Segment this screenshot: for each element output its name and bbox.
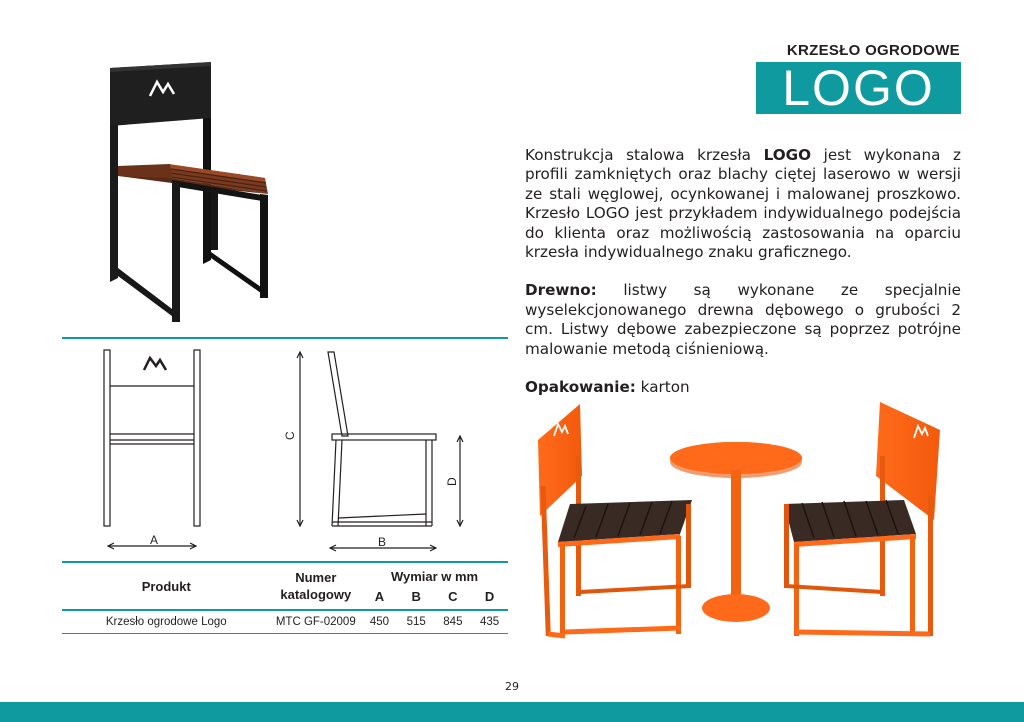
header-dim-a: A <box>374 589 385 604</box>
header-dim-c: C <box>448 589 458 604</box>
orange-chair-right <box>784 402 940 636</box>
chair-front-drawing <box>104 350 200 549</box>
orange-set-photo <box>530 396 960 642</box>
cell-catalog: MTC GF-02009 <box>275 616 356 628</box>
chair-technical-drawing <box>62 340 508 562</box>
cell-a: 450 <box>369 616 390 628</box>
header-dimensions: Wymiar w mm <box>390 569 479 584</box>
orange-chair-left <box>538 404 692 636</box>
cell-c: 845 <box>443 616 463 628</box>
packaging-text: karton <box>635 378 690 397</box>
wood-label: Drewno: <box>525 281 597 300</box>
header-dim-b: B <box>411 589 421 604</box>
packaging-label: Opakowanie: <box>525 378 636 397</box>
divider-top <box>62 337 508 339</box>
product-name-bold: LOGO <box>763 146 812 164</box>
page-number: 29 <box>505 680 519 693</box>
header-product: Produkt <box>141 579 191 594</box>
spec-table <box>62 562 508 634</box>
description-paragraph-packaging <box>525 378 961 397</box>
cell-b: 515 <box>406 616 426 628</box>
dimension-label-d: D <box>445 477 459 486</box>
chair-photo-black <box>100 60 310 325</box>
header-catalog: Numer katalogowy <box>280 569 352 602</box>
product-description <box>525 146 961 416</box>
dimension-label-a: A <box>150 533 159 547</box>
description-paragraph-wood <box>525 281 961 359</box>
cell-product: Krzesło ogrodowe Logo <box>105 616 227 628</box>
logo-banner <box>756 62 961 114</box>
chair-side-drawing <box>297 352 463 551</box>
logo-banner-text: LOGO <box>782 60 935 116</box>
table-row <box>62 610 508 634</box>
description-paragraph-construction: Konstrukcja stalowa krzesła LOGO jest wykonana z profili zamkniętych oraz blachy ciętej laserowo w wersji ze stali węglowej, ocynkowanej i malowanej proszkowo. Krzesło LOGO jest przykładem indywidualnego podejścia do klienta oraz możliwością zastosowania na oparciu krzesła indywidualnego znaku graficznego. <box>525 146 961 262</box>
cell-d: 435 <box>480 616 500 628</box>
dimension-label-b: B <box>378 535 387 549</box>
page-title: KRZESŁO OGRODOWE <box>786 42 960 59</box>
dimension-label-c: C <box>283 431 297 440</box>
footer-bar <box>0 702 1024 722</box>
wood-text: listwy są wykonane ze specjalnie wyselekcjonowanego drewna dębowego o grubości 2 cm. Listwy dębowe zabezpieczone są poprzez potrójne malowanie metodą ciśnieniową. <box>525 281 961 358</box>
header-dim-d: D <box>484 589 495 604</box>
